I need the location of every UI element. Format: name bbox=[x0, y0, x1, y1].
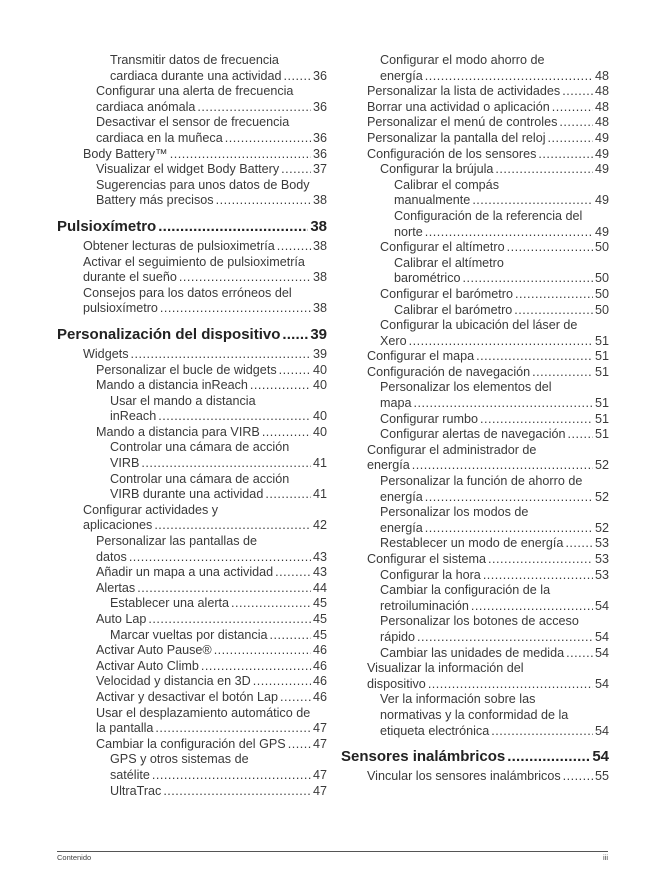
toc-entry[interactable] bbox=[341, 583, 609, 614]
toc-entry[interactable] bbox=[341, 209, 609, 240]
toc-page-number: 36 bbox=[312, 68, 327, 83]
toc-leader-dots bbox=[507, 748, 590, 766]
toc-entry[interactable] bbox=[341, 614, 609, 645]
toc-leader-dots bbox=[538, 147, 593, 163]
toc-leader-dots bbox=[141, 456, 311, 472]
toc-entry-title: Auto Lap bbox=[96, 612, 147, 626]
toc-entry-title: Configurar el mapa bbox=[367, 349, 475, 364]
toc-leader-dots bbox=[179, 270, 311, 286]
toc-entry[interactable] bbox=[57, 347, 327, 363]
toc-leader-dots bbox=[281, 162, 311, 178]
toc-entry-title: Personalizar el menú de controles bbox=[367, 115, 558, 130]
toc-entry-title: Calibrar el barómetro bbox=[394, 302, 513, 317]
toc-entry[interactable] bbox=[57, 239, 327, 255]
toc-entry-title: UltraTrac bbox=[110, 783, 162, 798]
toc-entry-title: Personalización del dispositivo bbox=[57, 325, 281, 343]
toc-page-number: 55 bbox=[594, 769, 609, 784]
toc-leader-dots bbox=[552, 100, 593, 116]
toc-entry-title: energía bbox=[367, 458, 410, 473]
toc-entry-title: Personalizar la lista de actividades bbox=[367, 84, 561, 99]
toc-entry-title: Widgets bbox=[83, 346, 129, 361]
toc-entry[interactable] bbox=[341, 318, 609, 349]
toc-entry[interactable] bbox=[341, 552, 609, 568]
toc-leader-dots bbox=[463, 271, 593, 287]
toc-page-number: 54 bbox=[592, 748, 609, 766]
toc-leader-dots bbox=[201, 659, 311, 675]
toc-entry-title: Configurar el sistema bbox=[367, 552, 486, 566]
toc-entry-title: satélite bbox=[110, 767, 150, 782]
toc-entry-title: Sensores inalámbricos bbox=[341, 748, 506, 766]
toc-leader-dots bbox=[472, 193, 593, 209]
toc-leader-dots bbox=[280, 690, 311, 706]
toc-entry-title: Mando a distancia inReach bbox=[96, 378, 248, 393]
toc-leader-dots bbox=[568, 427, 593, 443]
toc-entry[interactable] bbox=[341, 536, 609, 552]
toc-leader-dots bbox=[160, 301, 311, 317]
toc-page-number: 50 bbox=[594, 240, 609, 255]
toc-page-number: 45 bbox=[312, 596, 327, 611]
toc-leader-dots bbox=[270, 628, 311, 644]
toc-page-number: 51 bbox=[594, 364, 609, 379]
toc-page-number: 45 bbox=[312, 627, 327, 642]
toc-leader-dots bbox=[170, 147, 311, 163]
toc-entry-title: aplicaciones bbox=[83, 518, 153, 533]
toc-entry-title: Configuración de navegación bbox=[367, 364, 531, 379]
toc-entry-title: Configuración de los sensores bbox=[367, 146, 537, 161]
toc-entry-title: Alertas bbox=[96, 580, 136, 595]
toc-entry[interactable] bbox=[57, 147, 327, 163]
toc-leader-dots bbox=[559, 115, 593, 131]
toc-entry[interactable] bbox=[341, 505, 609, 536]
toc-leader-dots bbox=[425, 69, 593, 85]
toc-leader-dots bbox=[471, 599, 593, 615]
toc-page-number: 54 bbox=[594, 676, 609, 691]
toc-entry-title: Xero bbox=[380, 333, 407, 348]
toc-entry-title: Añadir un mapa a una actividad bbox=[96, 565, 274, 580]
toc-page-number: 51 bbox=[594, 396, 609, 411]
toc-leader-dots bbox=[225, 131, 311, 147]
toc-leader-dots bbox=[154, 518, 311, 534]
toc-entry-title: Personalizar los elementos del bbox=[380, 380, 552, 395]
toc-leader-dots bbox=[216, 193, 311, 209]
toc-entry[interactable] bbox=[57, 378, 327, 394]
toc-leader-dots bbox=[282, 326, 308, 344]
toc-entry[interactable] bbox=[341, 303, 609, 319]
toc-leader-dots bbox=[279, 363, 311, 379]
toc-entry[interactable] bbox=[57, 162, 327, 178]
toc-entry[interactable] bbox=[57, 178, 327, 209]
toc-entry[interactable] bbox=[341, 100, 609, 116]
toc-entry[interactable] bbox=[341, 240, 609, 256]
toc-entry-title: Calibrar el altímetro bbox=[394, 255, 504, 270]
toc-page-number: 40 bbox=[312, 378, 327, 393]
toc-entry-title: Battery más precisos bbox=[96, 193, 214, 208]
toc-entry[interactable] bbox=[57, 628, 327, 644]
toc-leader-dots bbox=[131, 347, 311, 363]
toc-page-number: 49 bbox=[594, 224, 609, 239]
toc-page-number: 38 bbox=[312, 301, 327, 316]
toc-leader-dots bbox=[514, 303, 593, 319]
toc-entry[interactable] bbox=[341, 84, 609, 100]
toc-entry-title: energía bbox=[380, 520, 423, 535]
toc-entry-title: Visualizar la información del bbox=[367, 661, 524, 676]
toc-page-number: 40 bbox=[312, 362, 327, 377]
toc-leader-dots bbox=[480, 412, 593, 428]
toc-page-number: 46 bbox=[312, 643, 327, 658]
toc-leader-dots bbox=[507, 240, 593, 256]
toc-entry[interactable] bbox=[57, 115, 327, 146]
toc-page-number: 48 bbox=[594, 84, 609, 99]
toc-entry[interactable] bbox=[57, 643, 327, 659]
toc-leader-dots bbox=[158, 218, 308, 236]
toc-page-number: 46 bbox=[312, 674, 327, 689]
toc-leader-dots bbox=[275, 565, 311, 581]
toc-entry-title: Configurar la hora bbox=[380, 567, 481, 582]
toc-entry-title: Obtener lecturas de pulsioximetría bbox=[83, 238, 275, 253]
toc-page-number: 43 bbox=[312, 549, 327, 564]
toc-entry-title: Body Battery™ bbox=[83, 146, 168, 161]
toc-entry[interactable] bbox=[57, 472, 327, 503]
toc-entry-title: Usar el desplazamiento automático de bbox=[96, 705, 311, 720]
toc-page-number: 41 bbox=[312, 487, 327, 502]
toc-leader-dots bbox=[491, 724, 593, 740]
toc-leader-dots bbox=[262, 425, 311, 441]
toc-entry-title: Configurar una alerta de frecuencia bbox=[96, 84, 294, 99]
toc-leader-dots bbox=[425, 490, 593, 506]
toc-entry-title: Pulsioxímetro bbox=[57, 217, 157, 235]
toc-leader-dots bbox=[265, 487, 311, 503]
footer-section-label: Contenido bbox=[57, 853, 92, 862]
toc-entry-title: Establecer una alerta bbox=[110, 596, 230, 611]
toc-page-number: 50 bbox=[594, 302, 609, 317]
toc-page-number: 52 bbox=[594, 520, 609, 535]
toc-entry[interactable] bbox=[341, 412, 609, 428]
toc-leader-dots bbox=[152, 768, 311, 784]
toc-entry[interactable] bbox=[341, 287, 609, 303]
toc-entry[interactable] bbox=[57, 53, 327, 84]
toc-leader-dots bbox=[412, 458, 593, 474]
toc-page-number: 39 bbox=[310, 325, 327, 343]
toc-entry-title: durante el sueño bbox=[83, 270, 177, 285]
toc-entry-title: Configurar el altímetro bbox=[380, 240, 505, 255]
toc-leader-dots bbox=[425, 521, 593, 537]
toc-entry-title: Personalizar los modos de bbox=[380, 505, 529, 520]
toc-leader-dots bbox=[488, 552, 593, 568]
toc-page-number: 48 bbox=[594, 115, 609, 130]
toc-page-number: 54 bbox=[594, 629, 609, 644]
toc-leader-dots bbox=[495, 162, 593, 178]
toc-entry-title: Configurar rumbo bbox=[380, 411, 478, 426]
toc-entry-title: dispositivo bbox=[367, 676, 426, 691]
toc-entry-title: Controlar una cámara de acción bbox=[110, 471, 290, 486]
toc-leader-dots bbox=[231, 596, 311, 612]
toc-page-number: 50 bbox=[594, 271, 609, 286]
toc-page-number: 45 bbox=[312, 612, 327, 626]
toc-entry[interactable] bbox=[341, 769, 609, 785]
toc-page-number: 40 bbox=[312, 409, 327, 424]
toc-entry-title: VIRB bbox=[110, 456, 140, 471]
toc-entry[interactable] bbox=[57, 255, 327, 286]
toc-page-number: 43 bbox=[312, 565, 327, 580]
toc-leader-dots bbox=[158, 409, 311, 425]
toc-entry-title: Personalizar las pantallas de bbox=[96, 534, 258, 549]
toc-section-heading[interactable] bbox=[57, 218, 327, 236]
toc-page-number: 49 bbox=[594, 162, 609, 177]
toc-entry-title: Activar Auto Climb bbox=[96, 658, 199, 673]
toc-entry-title: Configurar la brújula bbox=[380, 162, 494, 177]
toc-page-number: 41 bbox=[312, 456, 327, 471]
toc-page-number: 46 bbox=[312, 689, 327, 704]
toc-page-number: 49 bbox=[594, 146, 609, 161]
toc-entry[interactable] bbox=[341, 256, 609, 287]
toc-entry[interactable] bbox=[341, 692, 609, 739]
toc-entry-title: Configuración de la referencia del bbox=[394, 208, 583, 223]
toc-entry-title: Velocidad y distancia en 3D bbox=[96, 674, 251, 689]
toc-entry[interactable] bbox=[57, 752, 327, 783]
toc-leader-dots bbox=[417, 630, 593, 646]
toc-leader-dots bbox=[129, 550, 311, 566]
toc-entry[interactable] bbox=[57, 581, 327, 597]
toc-column-right bbox=[341, 53, 609, 785]
toc-entry[interactable] bbox=[57, 363, 327, 379]
toc-entry-title: Mando a distancia para VIRB bbox=[96, 424, 260, 439]
toc-entry-title: Personalizar la función de ahorro de bbox=[380, 474, 583, 489]
toc-entry-title: Configurar el barómetro bbox=[380, 286, 513, 301]
toc-page-number: 53 bbox=[594, 552, 609, 566]
toc-entry-title: rápido bbox=[380, 629, 416, 644]
toc-entry[interactable] bbox=[341, 365, 609, 381]
toc-page-number: 37 bbox=[312, 162, 327, 177]
toc-entry-title: Configurar la ubicación del láser de bbox=[380, 318, 578, 333]
toc-entry[interactable] bbox=[57, 612, 327, 628]
toc-entry-title: Cambiar las unidades de medida bbox=[380, 645, 565, 660]
toc-entry[interactable] bbox=[341, 178, 609, 209]
toc-entry[interactable] bbox=[341, 349, 609, 365]
toc-entry-title: Vincular los sensores inalámbricos bbox=[367, 769, 561, 784]
footer-page-number: iii bbox=[603, 853, 608, 862]
toc-page-number: 38 bbox=[312, 238, 327, 253]
toc-entry-title: energía bbox=[380, 489, 423, 504]
toc-entry-title: cardiaca anómala bbox=[96, 99, 196, 114]
toc-entry-title: cardiaca durante una actividad bbox=[110, 68, 282, 83]
toc-entry[interactable] bbox=[341, 380, 609, 411]
toc-entry[interactable] bbox=[341, 646, 609, 662]
toc-leader-dots bbox=[563, 769, 593, 785]
toc-entry-title: Calibrar el compás bbox=[394, 177, 499, 192]
toc-section-heading[interactable] bbox=[341, 748, 609, 766]
toc-entry[interactable] bbox=[341, 568, 609, 584]
toc-entry[interactable] bbox=[57, 394, 327, 425]
toc-leader-dots bbox=[548, 131, 593, 147]
toc-page-number: 47 bbox=[312, 767, 327, 782]
toc-leader-dots bbox=[476, 349, 593, 365]
toc-leader-dots bbox=[428, 677, 593, 693]
toc-entry[interactable] bbox=[341, 115, 609, 131]
footer-divider bbox=[57, 851, 608, 852]
toc-page-number: 44 bbox=[312, 580, 327, 595]
toc-entry-title: cardiaca en la muñeca bbox=[96, 130, 223, 145]
toc-leader-dots bbox=[253, 674, 311, 690]
toc-entry[interactable] bbox=[57, 674, 327, 690]
toc-entry[interactable] bbox=[341, 131, 609, 147]
toc-entry-title: Configurar el administrador de bbox=[367, 442, 537, 457]
toc-page-number: 50 bbox=[594, 286, 609, 301]
toc-page-number: 51 bbox=[594, 411, 609, 426]
toc-leader-dots bbox=[163, 784, 311, 800]
toc-page-number: 54 bbox=[594, 723, 609, 738]
toc-page-number: 51 bbox=[594, 427, 609, 442]
toc-leader-dots bbox=[277, 239, 311, 255]
toc-entry[interactable] bbox=[57, 440, 327, 471]
toc-leader-dots bbox=[414, 396, 593, 412]
toc-leader-dots bbox=[148, 612, 311, 628]
toc-entry-title: Configurar el modo ahorro de bbox=[380, 53, 545, 67]
toc-entry[interactable] bbox=[341, 661, 609, 692]
toc-leader-dots bbox=[515, 287, 593, 303]
toc-entry-title: Cambiar la configuración de la bbox=[380, 583, 551, 598]
toc-entry-title: Transmitir datos de frecuencia bbox=[110, 53, 279, 67]
toc-page-number: 48 bbox=[594, 99, 609, 114]
toc-page-number: 54 bbox=[594, 645, 609, 660]
toc-page-number: 52 bbox=[594, 458, 609, 473]
toc-entry-title: Configurar actividades y bbox=[83, 502, 219, 517]
toc-entry-title: barométrico bbox=[394, 271, 461, 286]
toc-entry-title: energía bbox=[380, 68, 423, 83]
toc-entry-title: Activar el seguimiento de pulsioximetría bbox=[83, 254, 305, 269]
toc-entry[interactable] bbox=[57, 534, 327, 565]
toc-entry-title: Borrar una actividad o aplicación bbox=[367, 99, 550, 114]
toc-entry-title: etiqueta electrónica bbox=[380, 723, 490, 738]
toc-entry[interactable] bbox=[57, 425, 327, 441]
toc-leader-dots bbox=[566, 646, 593, 662]
toc-entry-title: Desactivar el sensor de frecuencia bbox=[96, 115, 290, 130]
toc-entry-title: Consejos para los datos erróneos del bbox=[83, 285, 292, 300]
toc-entry[interactable] bbox=[57, 737, 327, 753]
toc-page-number: 53 bbox=[594, 567, 609, 582]
toc-page-number: 47 bbox=[312, 783, 327, 798]
toc-entry-title: Personalizar la pantalla del reloj bbox=[367, 130, 546, 145]
toc-entry[interactable] bbox=[57, 659, 327, 675]
toc-entry-title: retroiluminación bbox=[380, 598, 469, 613]
toc-leader-dots bbox=[250, 378, 311, 394]
toc-entry-title: manualmente bbox=[394, 193, 471, 208]
toc-page-number: 39 bbox=[312, 346, 327, 361]
toc-entry[interactable] bbox=[341, 443, 609, 474]
toc-page-number: 46 bbox=[312, 658, 327, 673]
toc-page-number: 38 bbox=[312, 270, 327, 285]
toc-leader-dots bbox=[284, 69, 311, 85]
toc-entry[interactable] bbox=[57, 784, 327, 800]
toc-page-number: 40 bbox=[312, 424, 327, 439]
toc-entry-title: Controlar una cámara de acción bbox=[110, 440, 290, 455]
toc-entry[interactable] bbox=[57, 286, 327, 317]
toc-leader-dots bbox=[214, 643, 311, 659]
toc-entry-title: VIRB durante una actividad bbox=[110, 487, 264, 502]
toc-entry-title: Usar el mando a distancia bbox=[110, 393, 256, 408]
toc-entry-title: Personalizar el bucle de widgets bbox=[96, 362, 277, 377]
toc-column-left bbox=[57, 53, 327, 799]
toc-entry[interactable] bbox=[57, 84, 327, 115]
toc-page-number: 53 bbox=[594, 536, 609, 551]
toc-entry-title: Personalizar los botones de acceso bbox=[380, 614, 579, 629]
toc-entry-title: Activar Auto Pause® bbox=[96, 643, 212, 658]
toc-leader-dots bbox=[137, 581, 311, 597]
toc-page-number: 52 bbox=[594, 489, 609, 504]
toc-entry-title: pulsioxímetro bbox=[83, 301, 158, 316]
toc-leader-dots bbox=[565, 536, 593, 552]
toc-entry-title: Configurar alertas de navegación bbox=[380, 427, 566, 442]
toc-page-number: 49 bbox=[594, 130, 609, 145]
toc-entry-title: norte bbox=[394, 224, 423, 239]
toc-entry[interactable] bbox=[57, 503, 327, 534]
toc-page-number: 49 bbox=[594, 193, 609, 208]
toc-entry-title: Sugerencias para unos datos de Body bbox=[96, 177, 310, 192]
toc-entry-title: Ver la información sobre las bbox=[380, 692, 536, 707]
toc-leader-dots bbox=[197, 100, 311, 116]
toc-leader-dots bbox=[562, 84, 593, 100]
toc-entry-title: la pantalla bbox=[96, 721, 154, 736]
toc-page-number: 36 bbox=[312, 99, 327, 114]
toc-entry[interactable] bbox=[341, 162, 609, 178]
toc-entry[interactable] bbox=[341, 474, 609, 505]
toc-leader-dots bbox=[155, 721, 311, 737]
toc-page-number: 51 bbox=[594, 349, 609, 364]
toc-entry-title: datos bbox=[96, 549, 127, 564]
toc-entry[interactable] bbox=[341, 53, 609, 84]
toc-entry-title: Marcar vueltas por distancia bbox=[110, 627, 268, 642]
toc-page-number: 38 bbox=[312, 193, 327, 208]
toc-leader-dots bbox=[288, 737, 311, 753]
toc-page-number: 42 bbox=[312, 518, 327, 533]
toc-page-number: 54 bbox=[594, 598, 609, 613]
toc-entry-title: Restablecer un modo de energía bbox=[380, 536, 564, 551]
toc-entry-title: Visualizar el widget Body Battery bbox=[96, 162, 280, 177]
toc-page-number: 47 bbox=[312, 736, 327, 751]
toc-entry-title: GPS y otros sistemas de bbox=[110, 752, 249, 767]
toc-entry-title: Activar y desactivar el botón Lap bbox=[96, 689, 279, 704]
toc-entry[interactable] bbox=[341, 147, 609, 163]
toc-leader-dots bbox=[409, 334, 593, 350]
toc-entry-title: normativas y la conformidad de la bbox=[380, 707, 569, 722]
toc-page-number: 51 bbox=[594, 333, 609, 348]
toc-entry-title: mapa bbox=[380, 396, 412, 411]
toc-entry-title: inReach bbox=[110, 409, 157, 424]
toc-section-heading[interactable] bbox=[57, 326, 327, 344]
toc-page-number: 48 bbox=[594, 68, 609, 83]
toc-entry[interactable] bbox=[57, 690, 327, 706]
toc-leader-dots bbox=[425, 225, 593, 241]
toc-page-number: 36 bbox=[312, 146, 327, 161]
toc-entry[interactable] bbox=[57, 706, 327, 737]
toc-page-number: 47 bbox=[312, 721, 327, 736]
toc-leader-dots bbox=[483, 568, 593, 584]
toc-entry-title: Cambiar la configuración del GPS bbox=[96, 736, 286, 751]
toc-page-number: 38 bbox=[310, 217, 327, 235]
toc-leader-dots bbox=[532, 365, 593, 381]
toc-entry[interactable] bbox=[57, 565, 327, 581]
toc-page-number: 36 bbox=[312, 130, 327, 145]
toc-entry[interactable] bbox=[341, 427, 609, 443]
toc-entry[interactable] bbox=[57, 596, 327, 612]
